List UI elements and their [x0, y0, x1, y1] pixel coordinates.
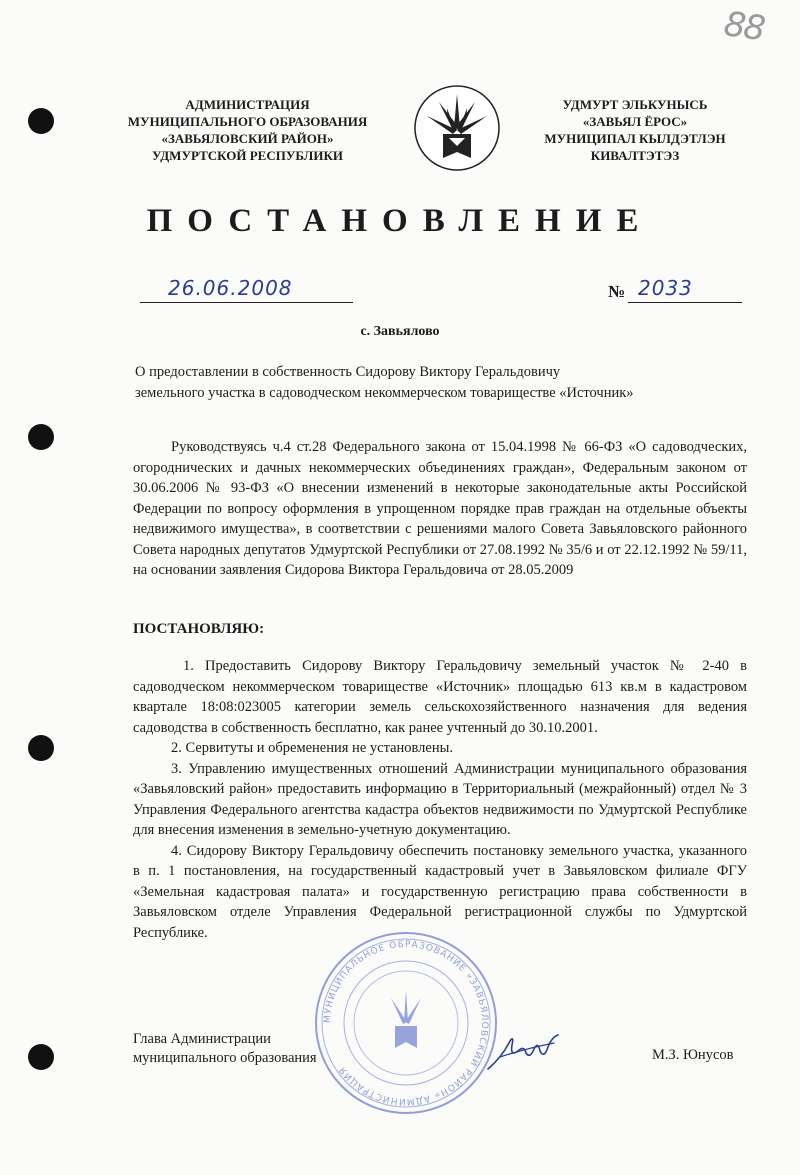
subject-line: О предоставлении в собственность Сидорову Виктору Геральдовичу: [135, 364, 561, 380]
header-left-line: МУНИЦИПАЛЬНОГО ОБРАЗОВАНИЯ: [127, 114, 368, 129]
date-field: [140, 276, 353, 303]
item-1: 1. Предоставить Сидорову Виктору Геральдовичу земельный участок № 2-40 в садоводческом некоммерческом товариществе «Источник» площадью 613 кв.м в кадастровом квартале 18:08:023005 категории земель сельскохозяйственного назначения для ведения садоводства в собственность бесплатно, как ранее учтенный до 30.10.2001.: [133, 658, 747, 736]
punch-hole: [28, 108, 54, 134]
document-title: ПОСТАНОВЛЕНИЕ: [146, 203, 654, 239]
header-left: [115, 96, 380, 164]
subject: [135, 362, 745, 404]
date-value: 26.06.2008: [168, 276, 293, 300]
header-right-line: КИВАЛТЭТЭЗ: [590, 148, 680, 163]
number-field: [628, 276, 742, 303]
preamble-text: Руководствуясь ч.4 ст.28 Федерального закона от 15.04.1998 № 66-ФЗ «О садоводческих, огороднических и дачных некоммерческих объединениях граждан», Федеральным законом от 30.06.2006 № 93-ФЗ «О внесении изменений в некоторые законодательные акты Российской Федерации по вопросу оформления в упрощенном порядке прав граждан на отдельные объекты недвижимого имущества», в соответствии с решениями малого Совета Завьяловского районного Совета народных депутатов Удмуртской Республики от 27.08.1992 № 35/6 и от 22.12.1992 № 59/11, на основании заявления Сидорова Виктора Геральдовича от 28.05.2009: [133, 439, 747, 578]
decree-word: ПОСТАНОВЛЯЮ:: [133, 621, 265, 637]
item-4: 4. Сидорову Виктору Геральдовичу обеспечить постановку земельного участка, указанного в п. 1 постановления, на государственный кадастровый учет в Завьяловском филиале ФГУ «Земельная кадастровая палата» и государственную регистрацию права собственности в Завьяловском отделе Управления Федеральной регистрационной службы по Удмуртской Республике.: [133, 842, 747, 941]
item-3: 3. Управлению имущественных отношений Администрации муниципального образования «Завьяловский район» предоставить информацию в Территориальный (межрайонный) отдел № 3 Управления Федерального агентства кадастра объектов недвижимости по Удмуртской Республике для внесения изменения в земельно-учетную документацию.: [133, 760, 747, 838]
header-right: [525, 96, 745, 164]
signatory-position-line: муниципального образования: [133, 1050, 317, 1066]
punch-hole: [28, 1044, 54, 1070]
place: с. Завьялово: [360, 324, 440, 339]
official-seal: [313, 930, 499, 1116]
number-label: №: [608, 282, 626, 301]
signatory-position-line: Глава Администрации: [133, 1031, 271, 1047]
svg-text:МУНИЦИПАЛЬНОЕ ОБРАЗОВАНИЕ «ЗАВ: МУНИЦИПАЛЬНОЕ ОБРАЗОВАНИЕ «ЗАВЬЯЛОВСКИЙ РАЙОН» АДМИНИСТРАЦИЯ: [322, 939, 490, 1107]
subject-line: земельного участка в садоводческом некоммерческом товариществе «Источник»: [135, 385, 634, 401]
punch-hole: [28, 735, 54, 761]
header-left-line: УДМУРТСКОЙ РЕСПУБЛИКИ: [152, 148, 343, 163]
item-2: 2. Сервитуты и обременения не установлены.: [171, 740, 453, 756]
punch-hole: [28, 424, 54, 450]
header-left-line: АДМИНИСТРАЦИЯ: [185, 97, 310, 112]
header-left-line: «ЗАВЬЯЛОВСКИЙ РАЙОН»: [161, 131, 334, 146]
header-right-line: «ЗАВЬЯЛ ЁРОС»: [582, 114, 688, 129]
signatory-name: М.З. Юнусов: [652, 1047, 734, 1063]
header-right-line: УДМУРТ ЭЛЬКУНЫСЬ: [562, 97, 708, 112]
items: [133, 656, 747, 943]
header-right-line: МУНИЦИПАЛ КЫЛДЭТЛЭН: [544, 131, 726, 146]
handwritten-signature: [484, 1027, 564, 1077]
preamble: [133, 437, 747, 581]
signatory-position: [133, 1030, 317, 1068]
coat-of-arms-emblem: [413, 84, 501, 172]
page-number: 88: [721, 4, 766, 50]
number-value: 2033: [638, 276, 693, 300]
